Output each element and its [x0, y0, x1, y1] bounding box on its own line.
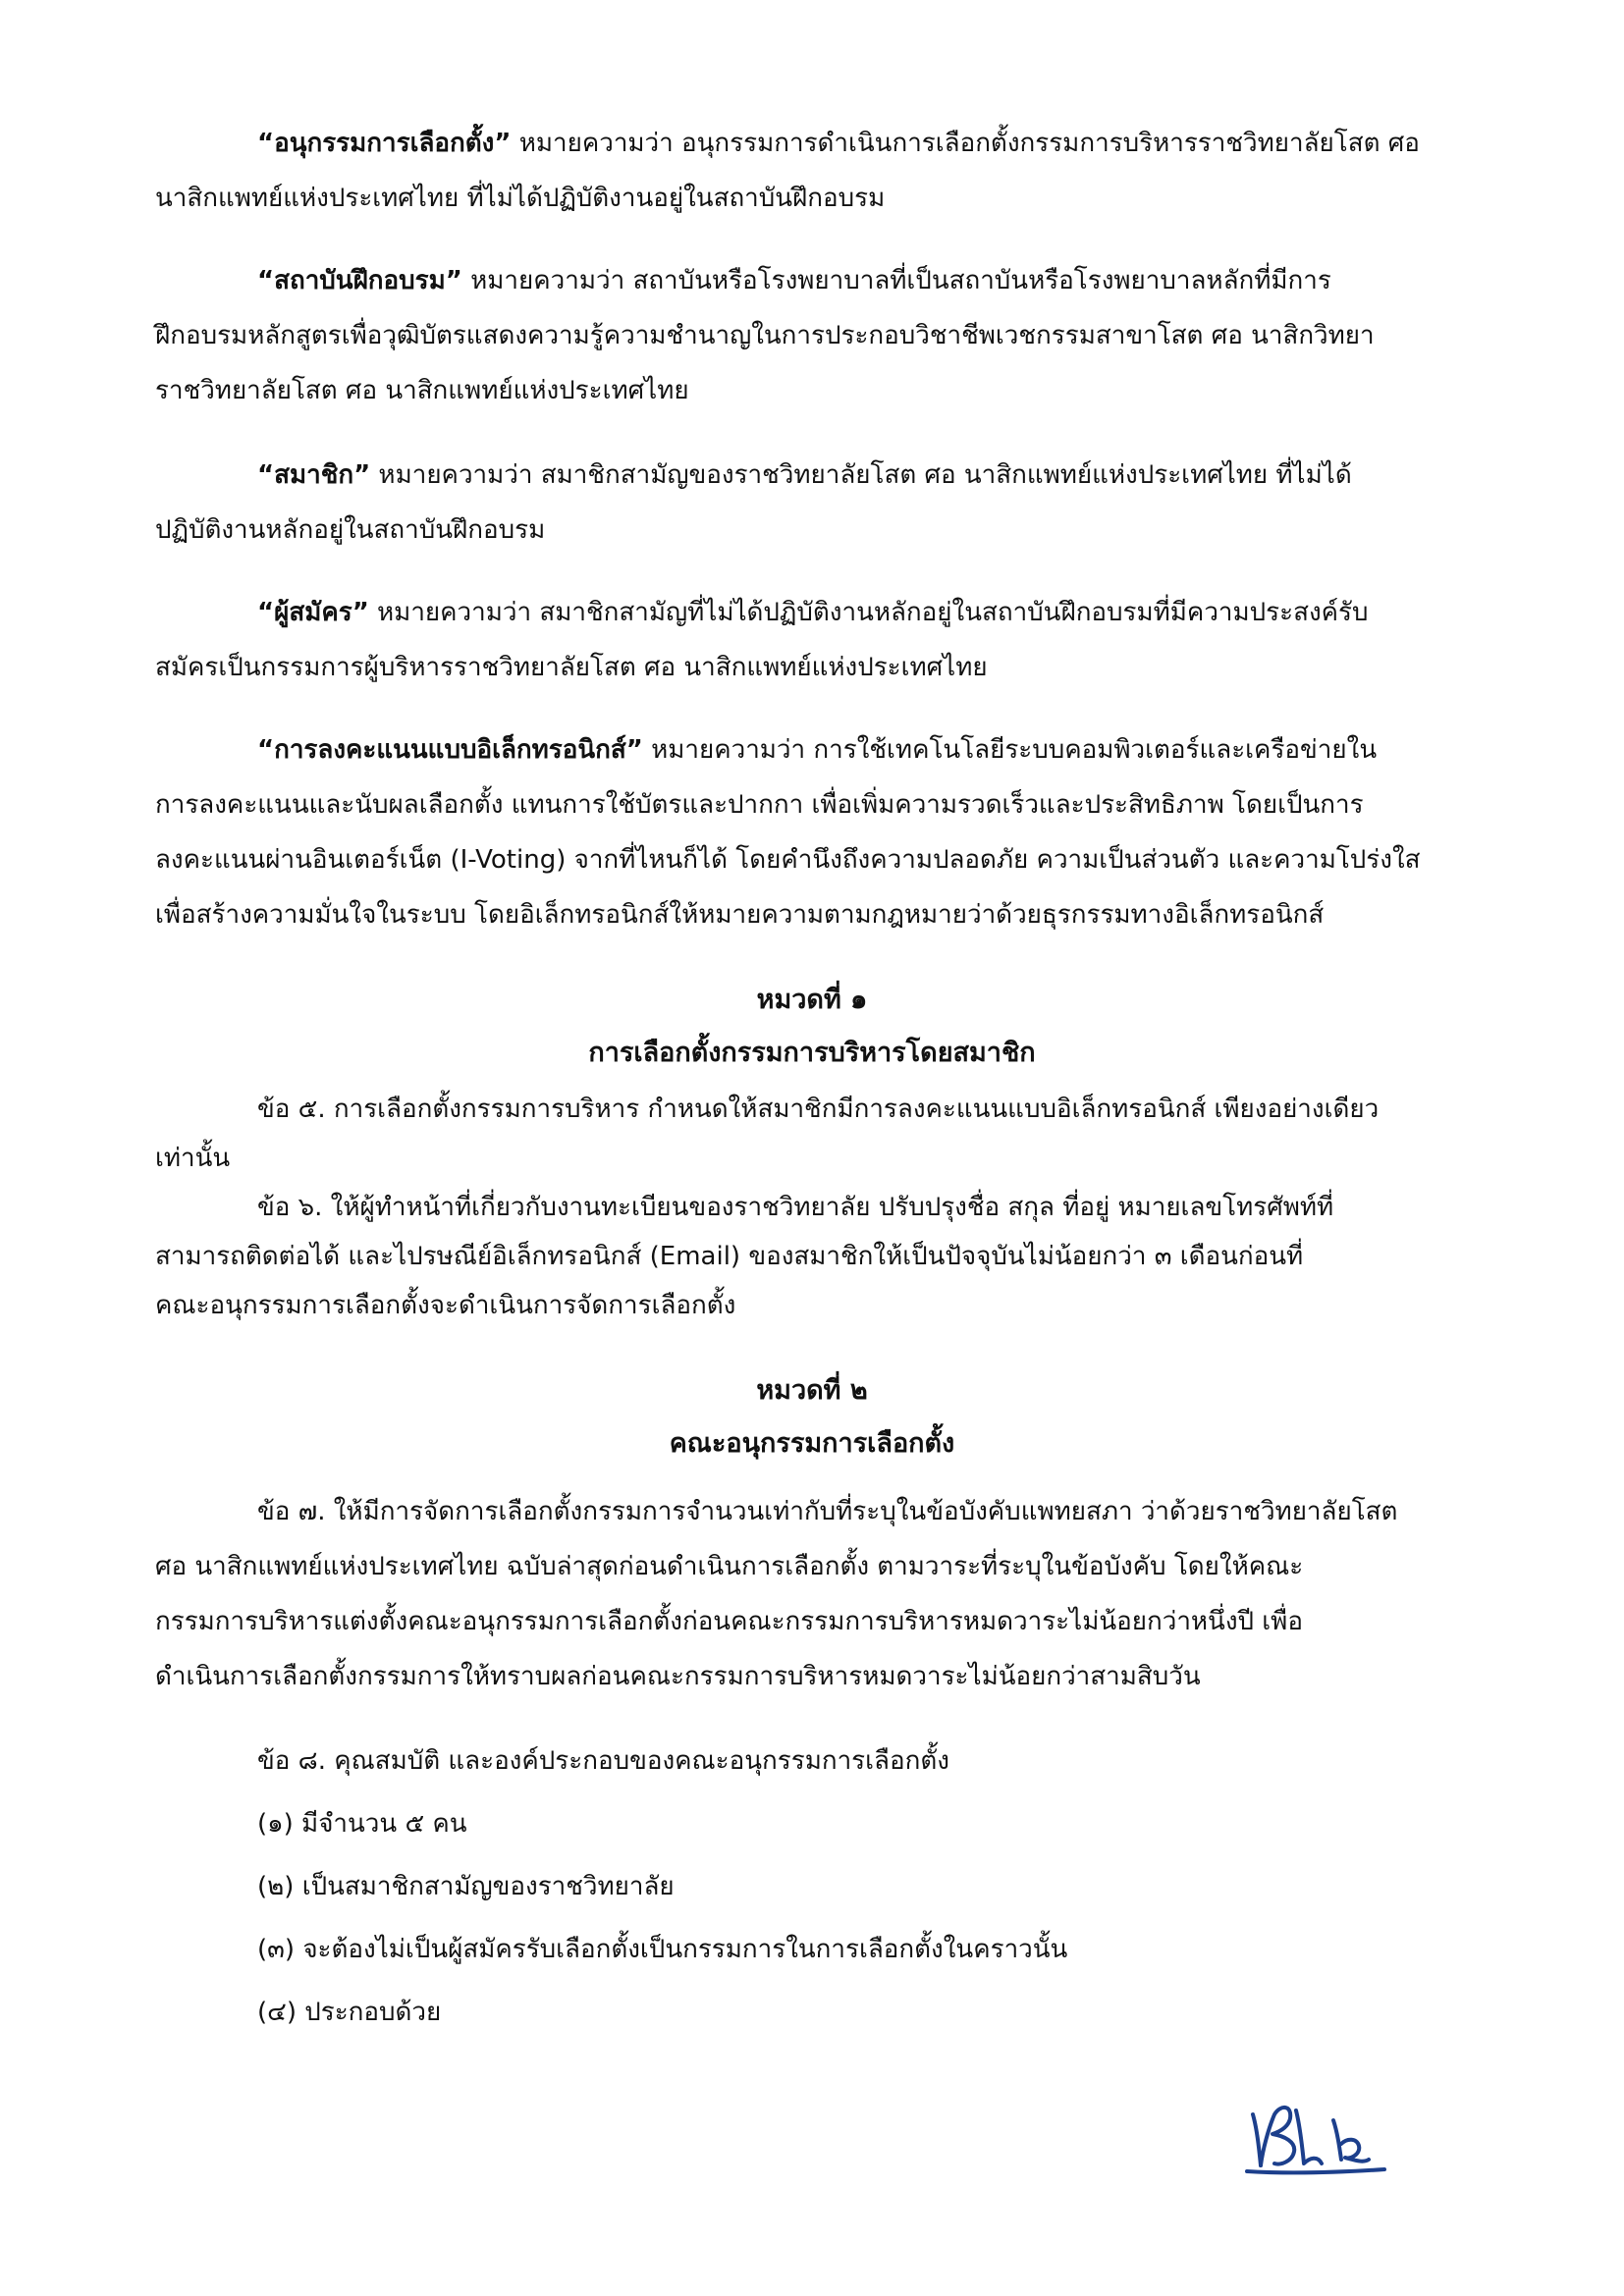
definition-text: หมายความว่า สมาชิกสามัญของราชวิทยาลัยโสต ศอ นาสิกแพทย์แห่งประเทศไทย ที่ไม่ได้	[370, 460, 1352, 490]
definition-line: สมัครเป็นกรรมการผู้บริหารราชวิทยาลัยโสต ศอ นาสิกแพทย์แห่งประเทศไทย	[155, 653, 988, 682]
definition-text: หมายความว่า อนุกรรมการดำเนินการเลือกตั้งกรรมการบริหารราชวิทยาลัยโสต ศอ	[511, 129, 1420, 158]
defined-term: “ผู้สมัคร”	[257, 598, 369, 627]
article-item: (๒) เป็นสมาชิกสามัญของราชวิทยาลัย	[257, 1872, 675, 1901]
definition-text: หมายความว่า สมาชิกสามัญที่ไม่ได้ปฏิบัติงานหลักอยู่ในสถาบันฝึกอบรมที่มีความประสงค์รับ	[368, 598, 1369, 627]
article-item: (๓) จะต้องไม่เป็นผู้สมัครรับเลือกตั้งเป็นกรรมการในการเลือกตั้งในคราวนั้น	[257, 1935, 1068, 1964]
chapter-1-title: การเลือกตั้งกรรมการบริหารโดยสมาชิก	[588, 1038, 1036, 1068]
article-line: ข้อ ๖. ให้ผู้ทำหน้าที่เกี่ยวกับงานทะเบียนของราชวิทยาลัย ปรับปรุงชื่อ สกุล ที่อยู่ หมายเลขโทรศัพท์ที่	[257, 1193, 1334, 1222]
definition-line	[257, 732, 1377, 768]
article-item: (๑) มีจำนวน ๕ คน	[257, 1809, 467, 1839]
article-line: ข้อ ๕. การเลือกตั้งกรรมการบริหาร กำหนดให้สมาชิกมีการลงคะแนนแบบอิเล็กทรอนิกส์ เพียงอย่างเดียว	[257, 1095, 1380, 1124]
article-line: ศอ นาสิกแพทย์แห่งประเทศไทย ฉบับล่าสุดก่อนดำเนินการเลือกตั้ง ตามวาระที่ระบุในข้อบังคับ โดยให้คณะ	[155, 1552, 1304, 1581]
article-line: สามารถติดต่อได้ และไปรษณีย์อิเล็กทรอนิกส์ (Email) ของสมาชิกให้เป็นปัจจุบันไม่น้อยกว่า ๓ เดือนก่อนที่	[155, 1242, 1304, 1271]
definition-line	[257, 126, 1420, 161]
article-item: (๔) ประกอบด้วย	[257, 1998, 442, 2027]
handwritten-signature	[1239, 2081, 1396, 2189]
definition-line	[257, 263, 1331, 298]
article-line: ดำเนินการเลือกตั้งกรรมการให้ทราบผลก่อนคณะกรรมการบริหารหมดวาระไม่น้อยกว่าสามสิบวัน	[155, 1662, 1201, 1691]
definition-line: ฝึกอบรมหลักสูตรเพื่อวุฒิบัตรแสดงความรู้ความชำนาญในการประกอบวิชาชีพเวชกรรมสาขาโสต ศอ นาสิกวิทยา	[155, 321, 1375, 350]
definition-line: ลงคะแนนผ่านอินเตอร์เน็ต (I-Voting) จากที่ไหนก็ได้ โดยคำนึงถึงความปลอดภัย ความเป็นส่วนตัว และความโปร่งใส	[155, 845, 1421, 875]
definition-line: เพื่อสร้างความมั่นใจในระบบ โดยอิเล็กทรอนิกส์ให้หมายความตามกฎหมายว่าด้วยธุรกรรมทางอิเล็กทรอนิกส์	[155, 900, 1325, 930]
chapter-1-number: หมวดที่ ๑	[756, 985, 868, 1015]
defined-term: “อนุกรรมการเลือกตั้ง”	[257, 129, 512, 158]
defined-term: “สมาชิก”	[257, 460, 371, 490]
definition-line: ปฏิบัติงานหลักอยู่ในสถาบันฝึกอบรม	[155, 515, 546, 545]
definition-line	[257, 457, 1352, 493]
defined-term: “การลงคะแนนแบบอิเล็กทรอนิกส์”	[257, 735, 643, 765]
definition-line: การลงคะแนนและนับผลเลือกตั้ง แทนการใช้บัตรและปากกา เพื่อเพิ่มความรวดเร็วและประสิทธิภาพ โดยเป็นการ	[155, 790, 1364, 820]
article-line: คณะอนุกรรมการเลือกตั้งจะดำเนินการจัดการเลือกตั้ง	[155, 1291, 736, 1320]
definition-text: หมายความว่า การใช้เทคโนโลยีระบบคอมพิวเตอร์และเครือข่ายใน	[642, 735, 1378, 765]
chapter-2-title: คณะอนุกรรมการเลือกตั้ง	[669, 1428, 955, 1459]
article-line: ข้อ ๘. คุณสมบัติ และองค์ประกอบของคณะอนุกรรมการเลือกตั้ง	[257, 1746, 949, 1776]
definition-line: นาสิกแพทย์แห่งประเทศไทย ที่ไม่ได้ปฏิบัติงานอยู่ในสถาบันฝึกอบรม	[155, 184, 886, 213]
defined-term: “สถาบันฝึกอบรม”	[257, 266, 462, 295]
definition-line	[257, 595, 1369, 630]
definition-line: ราชวิทยาลัยโสต ศอ นาสิกแพทย์แห่งประเทศไทย	[155, 376, 689, 405]
article-line: ข้อ ๗. ให้มีการจัดการเลือกตั้งกรรมการจำนวนเท่ากับที่ระบุในข้อบังคับแพทยสภา ว่าด้วยราชวิทยาลัยโสต	[257, 1497, 1398, 1526]
article-line: กรรมการบริหารแต่งตั้งคณะอนุกรรมการเลือกตั้งก่อนคณะกรรมการบริหารหมดวาระไม่น้อยกว่าหนึ่งปี เพื่อ	[155, 1607, 1303, 1636]
article-line: เท่านั้น	[155, 1144, 231, 1173]
chapter-2-number: หมวดที่ ๒	[756, 1375, 868, 1406]
definition-text: หมายความว่า สถาบันหรือโรงพยาบาลที่เป็นสถาบันหรือโรงพยาบาลหลักที่มีการ	[461, 266, 1331, 295]
